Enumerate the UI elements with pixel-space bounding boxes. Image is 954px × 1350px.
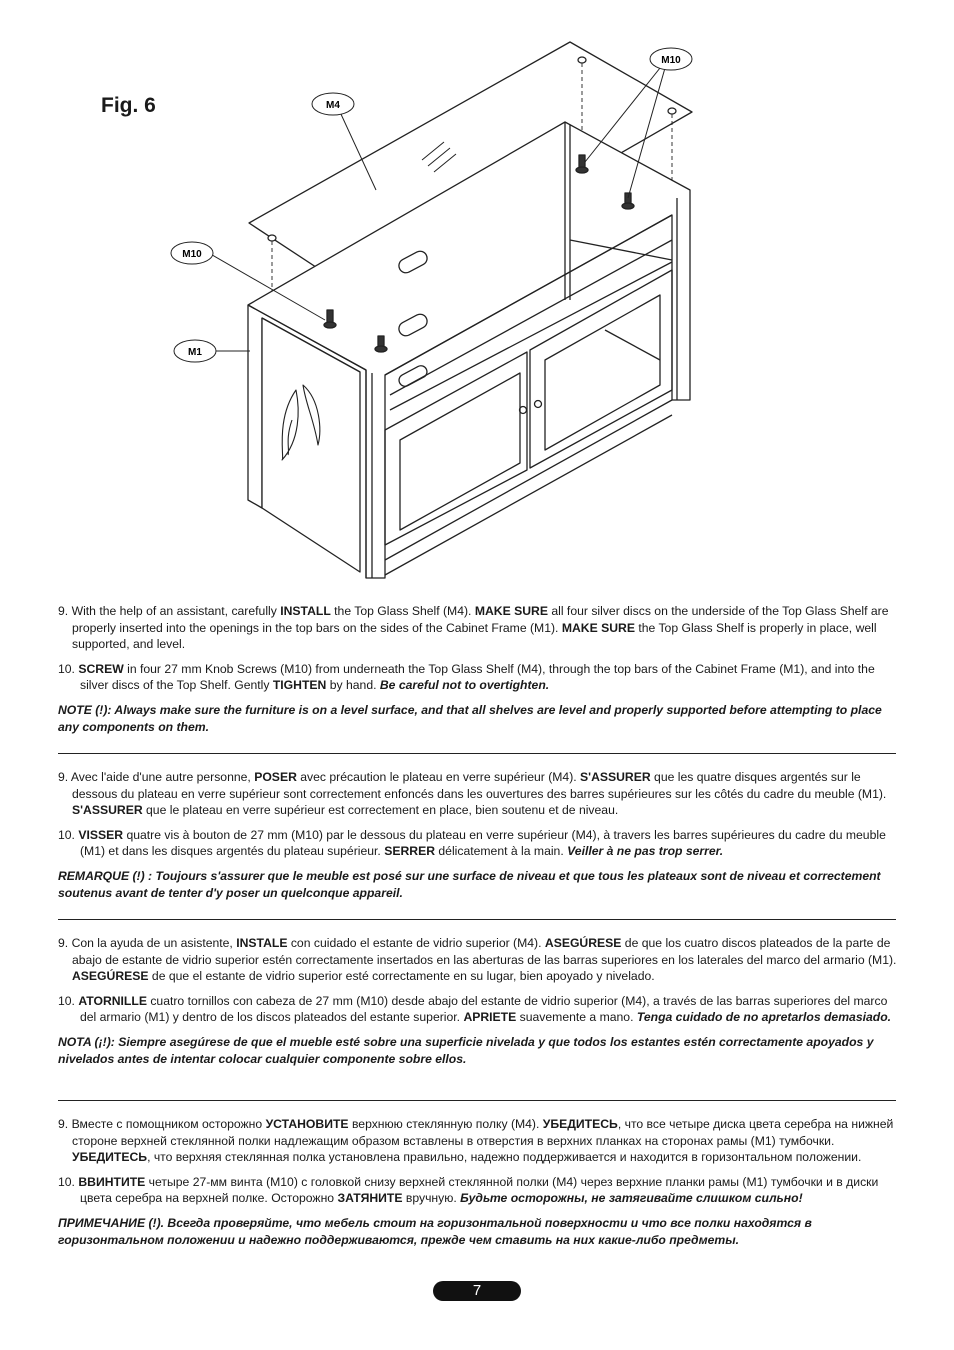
- divider: [58, 919, 896, 920]
- note: REMARQUE (!) : Toujours s'assurer que le meuble est posé sur une surface de niveau et que tous les plateaux sont de niveau et correctement soutenus avant de tenter d'y poser un quelconque appareil.: [58, 868, 881, 900]
- step-9: 9. Con la ayuda de un asistente, INSTALE con cuidado el estante de vidrio superior (M4). ASEGÚRESE de que los cuatro discos plateados de la parte de abajo de estante de vidrio superior estén correctamente insertados en las aberturas de las barras superiores en los laterales del marco del armario (M1). ASEGÚRESE de que el estante de vidrio superior esté correctamente en su lugar, bien apoyado y nivelado.: [58, 936, 897, 984]
- svg-text:M1: M1: [188, 347, 202, 358]
- step-9: 9. With the help of an assistant, carefully INSTALL the Top Glass Shelf (M4). MAKE SURE all four silver discs on the underside of the Top Glass Shelf are properly inserted into the openings in the top bars on the sides of the Cabinet Frame (M1). MAKE SURE the Top Glass Shelf is properly in place, well supported, and level.: [58, 604, 889, 652]
- step-10: 10. ATORNILLE cuatro tornillos con cabeza de 27 mm (M10) desde abajo del estante de vidrio superior (M4), a través de las barras superiores del marco del armario (M1) y dentro de los discos plateados del estante superior. APRIETE suavemente a mano. Tenga cuidado de no apretarlos demasiado.: [58, 993, 892, 1025]
- french-instructions: [58, 769, 898, 901]
- divider: [58, 1100, 896, 1101]
- step-10: 10. ВВИНТИТЕ четыре 27-мм винта (M10) с головкой снизу верхней стеклянной полки (M4) через верхние планки рамы (M1) тумбочки и в диски цвета серебра на верхней полке. Осторожно ЗАТЯНИТЕ вручную. Будьте осторожны, не затягивайте слишком сильно!: [58, 1174, 879, 1206]
- figure-title: Fig. 6: [101, 94, 156, 117]
- svg-text:M10: M10: [182, 249, 202, 260]
- note: ПРИМЕЧАНИЕ (!). Всегда проверяйте, что мебель стоит на горизонтальной поверхности и что все полки находятся в горизонтальном положении и надежно поддерживаются, прежде чем ставить на них какие-либо предметы.: [58, 1215, 812, 1247]
- note: NOTE (!): Always make sure the furniture is on a level surface, and that all shelves are level and properly supported before attempting to place any components on them.: [58, 702, 882, 734]
- svg-text:M4: M4: [326, 100, 340, 111]
- step-10: 10. VISSER quatre vis à bouton de 27 mm (M10) par le dessous du plateau en verre supérieur (M4), à travers les barres supérieures du cadre du meuble (M1) et dans les disques argentés du plateau supérieur. SERRER délicatement à la main. Veiller à ne pas trop serrer.: [58, 827, 886, 859]
- callout-m10-left: [171, 242, 213, 264]
- spanish-instructions: [58, 935, 898, 1067]
- divider: [58, 753, 896, 754]
- svg-text:M10: M10: [661, 55, 681, 66]
- note: NOTA (¡!): Siempre asegúrese de que el mueble esté sobre una superficie nivelada y que todos los estantes estén correctamente apoyados y nivelados antes de intentar colocar cualquier componente sobre ellos.: [58, 1034, 874, 1066]
- callout-m4: [312, 93, 354, 115]
- callout-m1: [174, 340, 216, 362]
- russian-instructions: [58, 1116, 898, 1248]
- english-instructions: [58, 603, 898, 735]
- step-9: 9. Вместе с помощником осторожно УСТАНОВИТЕ верхнюю стеклянную полку (M4). УБЕДИТЕСЬ, что все четыре диска цвета серебра на нижней стороне верхней стеклянной полки надлежащим образом вставлены в отверстия в верхних планках на сторонах рамы (M1) тумбочки. УБЕДИТЕСЬ, что верхняя стеклянная полка установлена правильно, надежно поддерживается и находится в горизонтальном положении.: [58, 1117, 894, 1165]
- step-9: 9. Avec l'aide d'une autre personne, POSER avec précaution le plateau en verre supérieur (M4). S'ASSURER que les quatre disques argentés sur le dessous du plateau en verre supérieur sont correctement enfoncés dans les ouvertures des barres supérieures sur les côtés du cadre du meuble (M1). S'ASSURER que le plateau en verre supérieur est correctement en place, bien soutenu et de niveau.: [58, 770, 887, 818]
- callout-m10-right: [650, 48, 692, 70]
- step-10: 10. SCREW in four 27 mm Knob Screws (M10) from underneath the Top Glass Shelf (M4), through the top bars of the Cabinet Frame (M1), and into the silver discs of the Top Shelf. Gently TIGHTEN by hand. Be careful not to overtighten.: [58, 661, 875, 693]
- assembly-diagram: [0, 0, 954, 600]
- page-number: 7: [433, 1281, 521, 1301]
